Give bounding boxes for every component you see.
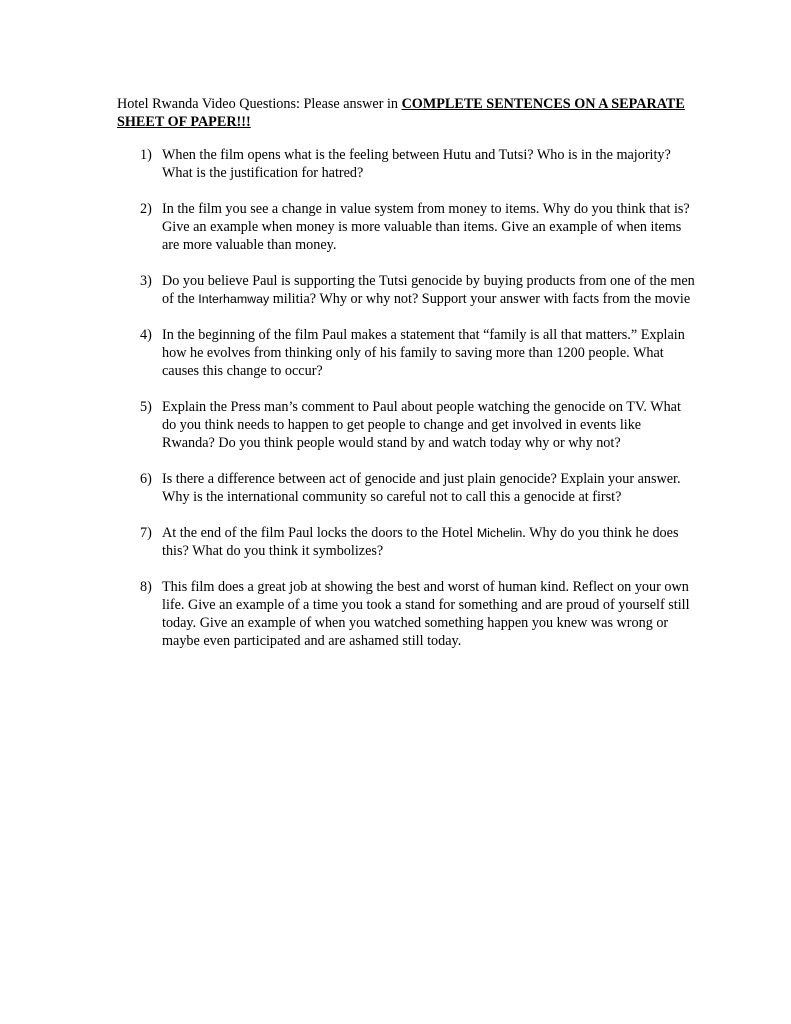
- question-number: 8): [140, 579, 152, 595]
- question-number: 2): [140, 201, 152, 217]
- militia-name: Interhamway: [198, 292, 270, 306]
- question-number: 5): [140, 399, 152, 415]
- header-lead: Hotel Rwanda Video Questions: Please answer in: [117, 96, 402, 112]
- question-item: [117, 200, 697, 254]
- question-item: [117, 146, 697, 182]
- question-text: Explain the Press man’s comment to Paul about people watching the genocide on TV. What do you think needs to happen to get people to change and get involved in events like Rwanda? Do you think people would stand by and watch today why or why not?: [162, 399, 681, 451]
- question-list: [117, 146, 697, 668]
- hotel-name: Michelin: [476, 526, 523, 540]
- question-number: 1): [140, 147, 152, 163]
- question-item: [117, 578, 697, 650]
- question-number: 7): [140, 525, 152, 541]
- question-text-after: . Why do you think he does this? What do you think it symbolizes?: [162, 525, 679, 559]
- worksheet-header: [117, 95, 697, 131]
- question-item: [117, 470, 697, 506]
- question-text: Is there a difference between act of genocide and just plain genocide? Explain your answer. Why is the international community so careful not to call this a genocide at first?: [162, 471, 681, 505]
- question-text-before: At the end of the film Paul locks the doors to the Hotel: [162, 525, 477, 541]
- question-text: In the beginning of the film Paul makes a statement that “family is all that matters.” Explain how he evolves from thinking only of his family to saving more than 1200 people. What causes this change to occur?: [162, 327, 685, 379]
- question-number: 6): [140, 471, 152, 487]
- question-text-before: Do you believe Paul is supporting the Tutsi genocide by buying products from one of the men of the: [162, 273, 695, 307]
- question-number: 3): [140, 273, 152, 289]
- question-text: When the film opens what is the feeling between Hutu and Tutsi? Who is in the majority? What is the justification for hatred?: [162, 147, 671, 181]
- question-item: [117, 398, 697, 452]
- header-emphasis: COMPLETE SENTENCES ON A SEPARATE SHEET OF PAPER!!!: [117, 96, 685, 130]
- question-item: [117, 272, 697, 308]
- question-item: [117, 524, 697, 560]
- question-item: [117, 326, 697, 380]
- question-text: In the film you see a change in value system from money to items. Why do you think that is? Give an example when money is more valuable than items. Give an example of when items are more valuable than money.: [162, 201, 690, 253]
- question-text: [162, 273, 695, 307]
- question-text: [162, 525, 678, 559]
- question-text-after: militia? Why or why not? Support your answer with facts from the movie: [269, 291, 691, 307]
- question-text: This film does a great job at showing the best and worst of human kind. Reflect on your own life. Give an example of a time you took a stand for something and are proud of yourself still today. Give an example of when you watched something happen you knew was wrong or maybe even participated and are ashamed still today.: [162, 579, 690, 649]
- question-number: 4): [140, 327, 152, 343]
